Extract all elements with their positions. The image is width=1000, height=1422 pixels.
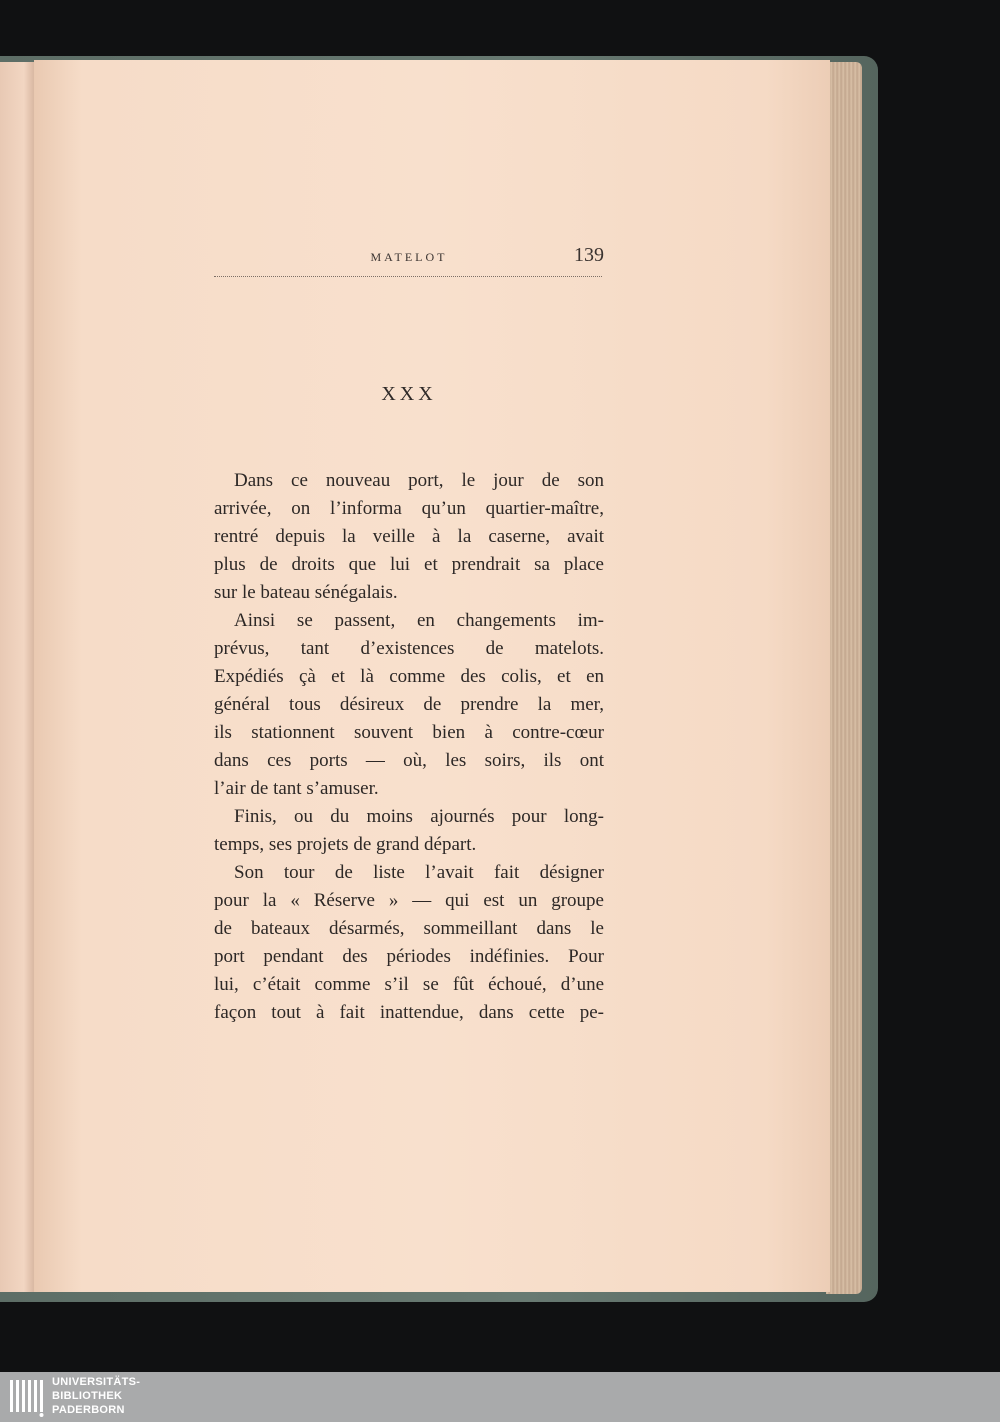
page-header <box>214 244 604 274</box>
page-number: 139 <box>574 244 604 266</box>
text-line: Dans ce nouveau port, le jour de son <box>234 470 604 491</box>
text-line: pour la « Réserve » — qui est un groupe <box>214 890 604 911</box>
text-line: dans ces ports — où, les soirs, ils ont <box>214 750 604 771</box>
text-line: lui, c’était comme s’il se fût échoué, d’une <box>214 974 604 995</box>
header-rule <box>214 276 602 277</box>
text-line: plus de droits que lui et prendrait sa place <box>214 554 604 575</box>
text-line: Expédiés çà et là comme des colis, et en <box>214 666 604 687</box>
text-line: arrivée, on l’informa qu’un quartier-maître, <box>214 498 604 519</box>
page-edges <box>826 62 862 1294</box>
library-logo-icon <box>8 1376 48 1418</box>
text-line: Son tour de liste l’avait fait désigner <box>234 862 604 883</box>
logo-line-2: BIBLIOTHEK <box>52 1390 123 1402</box>
running-title: MATELOT <box>370 250 448 264</box>
left-facing-page <box>0 62 34 1292</box>
text-line: Finis, ou du moins ajournés pour long- <box>234 806 604 827</box>
text-line: général tous désireux de prendre la mer, <box>214 694 604 715</box>
text-line: de bateaux désarmés, sommeillant dans le <box>214 918 604 939</box>
logo-line-3: PADERBORN <box>52 1404 125 1416</box>
text-line: rentré depuis la veille à la caserne, avait <box>214 526 604 547</box>
footer-bar <box>0 1372 1000 1422</box>
text-line: sur le bateau sénégalais. <box>214 582 398 603</box>
chapter-heading: XXX <box>381 383 437 405</box>
text-line: Ainsi se passent, en changements im- <box>234 610 604 631</box>
text-line: façon tout à fait inattendue, dans cette pe- <box>214 1002 604 1023</box>
text-line: ils stationnent souvent bien à contre-cœur <box>214 722 604 743</box>
text-line: l’air de tant s’amuser. <box>214 778 379 799</box>
logo-line-1: UNIVERSITÄTS- <box>52 1376 141 1388</box>
library-logo-text <box>52 1375 140 1417</box>
text-line: port pendant des périodes indéfinies. Pour <box>214 946 604 967</box>
text-line: prévus, tant d’existences de matelots. <box>214 638 604 659</box>
body-text <box>214 467 604 1027</box>
text-line: temps, ses projets de grand départ. <box>214 834 477 855</box>
